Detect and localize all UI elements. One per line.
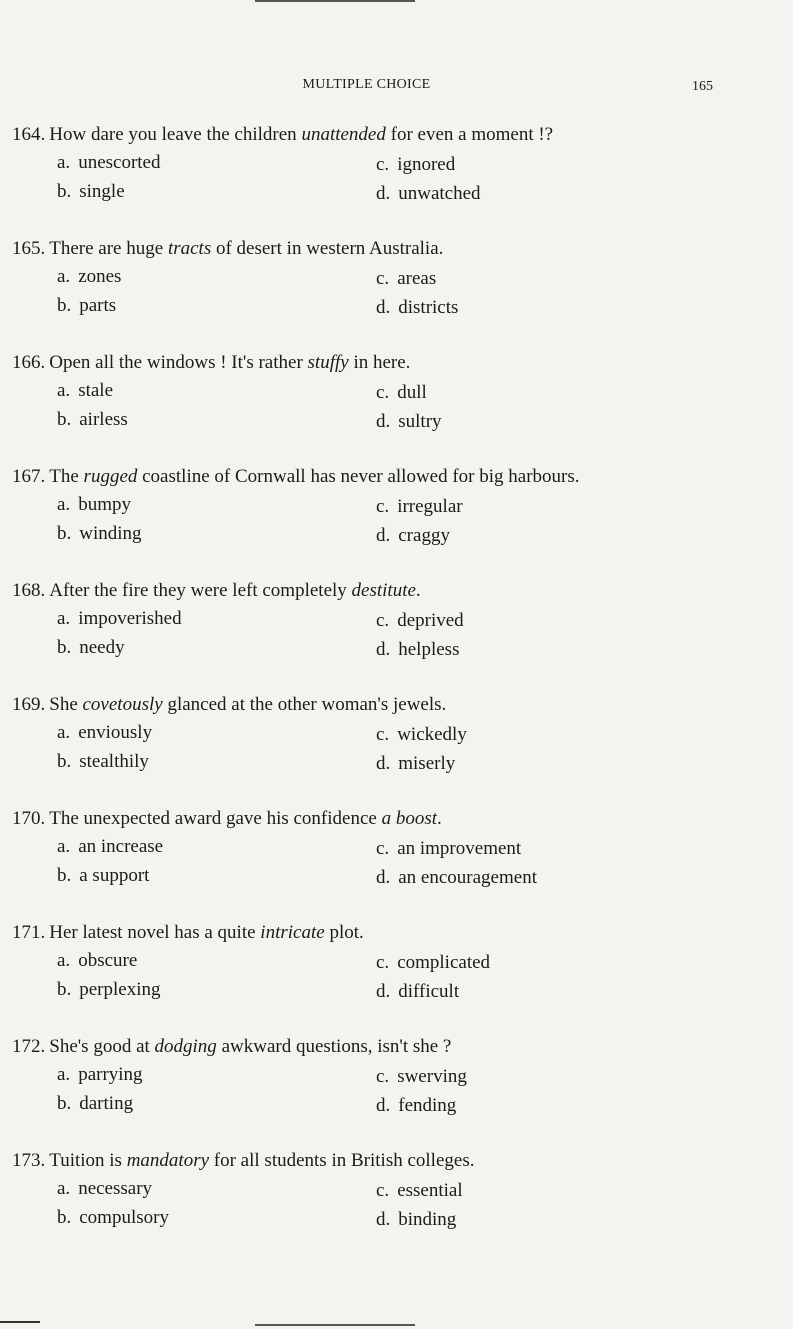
option-a: a. bumpy	[57, 494, 131, 515]
option-a: a. impoverished	[57, 608, 182, 629]
question-164	[0, 124, 793, 238]
stem-text: .	[415, 580, 421, 601]
question-number: 167.	[12, 466, 46, 487]
option-d: d. districts	[376, 297, 459, 318]
stem-text: for even a moment !?	[385, 124, 554, 145]
question-number: 165.	[12, 238, 46, 259]
question-170	[0, 808, 793, 922]
option-c: c. complicated	[376, 952, 491, 973]
option-d: d. an encouragement	[376, 867, 537, 888]
question-stem	[12, 124, 553, 146]
option-c: c. swerving	[376, 1066, 467, 1087]
option-d: d. helpless	[376, 639, 460, 660]
stem-keyword: intricate	[260, 922, 325, 943]
question-stem	[12, 922, 364, 944]
question-number: 172.	[12, 1036, 46, 1057]
question-number: 169.	[12, 694, 46, 715]
question-number: 166.	[12, 352, 46, 373]
question-165	[0, 238, 793, 352]
option-a: a. stale	[57, 380, 114, 401]
stem-keyword: tracts	[167, 238, 212, 259]
stem-text: awkward questions, isn't she ?	[216, 1036, 452, 1057]
option-b: b. single	[57, 181, 125, 202]
option-c: c. irregular	[376, 496, 463, 517]
question-stem	[12, 580, 421, 602]
scan-artifact-line	[255, 0, 415, 2]
option-a: a. necessary	[57, 1178, 153, 1199]
running-head: MULTIPLE CHOICE	[302, 77, 431, 92]
option-c: c. essential	[376, 1180, 463, 1201]
question-stem	[12, 352, 410, 374]
option-b: b. perplexing	[57, 979, 161, 1000]
option-b: b. stealthily	[57, 751, 149, 772]
question-171	[0, 922, 793, 1036]
stem-text: for all students in British colleges.	[209, 1150, 475, 1171]
option-a: a. an increase	[57, 836, 164, 857]
stem-text: After the fire they were left completely	[49, 580, 352, 601]
stem-text: coastline of Cornwall has never allowed for big harbours.	[137, 466, 580, 487]
stem-text: Open all the windows ! It's rather	[49, 352, 308, 373]
question-number: 171.	[12, 922, 46, 943]
option-b: b. parts	[57, 295, 117, 316]
stem-text: She's good at	[49, 1036, 155, 1057]
option-d: d. miserly	[376, 753, 456, 774]
question-167	[0, 466, 793, 580]
question-stem	[12, 1036, 451, 1058]
question-number: 164.	[12, 124, 46, 145]
option-d: d. fending	[376, 1095, 457, 1116]
stem-text: Her latest novel has a quite	[49, 922, 261, 943]
scan-artifact-line	[0, 1321, 40, 1323]
question-number: 170.	[12, 808, 46, 829]
question-stem	[12, 1150, 474, 1172]
stem-text: She	[49, 694, 83, 715]
question-stem	[12, 466, 580, 488]
stem-keyword: rugged	[83, 466, 138, 487]
option-b: b. winding	[57, 523, 142, 544]
option-b: b. needy	[57, 637, 125, 658]
stem-keyword: a boost	[381, 808, 438, 829]
question-list	[0, 124, 793, 1264]
stem-text: There are huge	[49, 238, 168, 259]
option-a: a. unescorted	[57, 152, 161, 173]
stem-text: of desert in western Australia.	[211, 238, 444, 259]
question-stem	[12, 694, 446, 716]
question-number: 168.	[12, 580, 46, 601]
stem-text: Tuition is	[49, 1150, 127, 1171]
option-c: c. dull	[376, 382, 427, 403]
stem-keyword: covetously	[82, 694, 163, 715]
option-a: a. parrying	[57, 1064, 143, 1085]
question-number: 173.	[12, 1150, 46, 1171]
option-d: d. unwatched	[376, 183, 481, 204]
stem-keyword: destitute	[351, 580, 416, 601]
stem-text: .	[437, 808, 442, 829]
stem-text: How dare you leave the children	[49, 124, 302, 145]
option-c: c. areas	[376, 268, 437, 289]
question-stem	[12, 808, 442, 830]
option-b: b. compulsory	[57, 1207, 169, 1228]
page-number: 165	[692, 79, 713, 94]
scan-artifact-line	[255, 1324, 415, 1326]
stem-text: The	[49, 466, 84, 487]
question-166	[0, 352, 793, 466]
option-d: d. sultry	[376, 411, 442, 432]
option-a: a. obscure	[57, 950, 138, 971]
option-b: b. airless	[57, 409, 128, 430]
question-stem	[12, 238, 443, 260]
stem-text: in here.	[348, 352, 411, 373]
stem-keyword: dodging	[154, 1036, 217, 1057]
option-c: c. an improvement	[376, 838, 522, 859]
option-b: b. a support	[57, 865, 150, 886]
question-169	[0, 694, 793, 808]
question-173	[0, 1150, 793, 1264]
option-d: d. difficult	[376, 981, 460, 1002]
option-c: c. wickedly	[376, 724, 467, 745]
option-a: a. zones	[57, 266, 122, 287]
stem-keyword: unattended	[301, 124, 386, 145]
stem-text: The unexpected award gave his confidence	[49, 808, 382, 829]
option-c: c. deprived	[376, 610, 464, 631]
option-d: d. binding	[376, 1209, 457, 1230]
stem-keyword: mandatory	[126, 1150, 210, 1171]
stem-text: plot.	[324, 922, 364, 943]
question-168	[0, 580, 793, 694]
option-c: c. ignored	[376, 154, 456, 175]
stem-text: glanced at the other woman's jewels.	[162, 694, 447, 715]
option-b: b. darting	[57, 1093, 134, 1114]
option-a: a. enviously	[57, 722, 153, 743]
option-d: d. craggy	[376, 525, 450, 546]
question-172	[0, 1036, 793, 1150]
stem-keyword: stuffy	[307, 352, 349, 373]
